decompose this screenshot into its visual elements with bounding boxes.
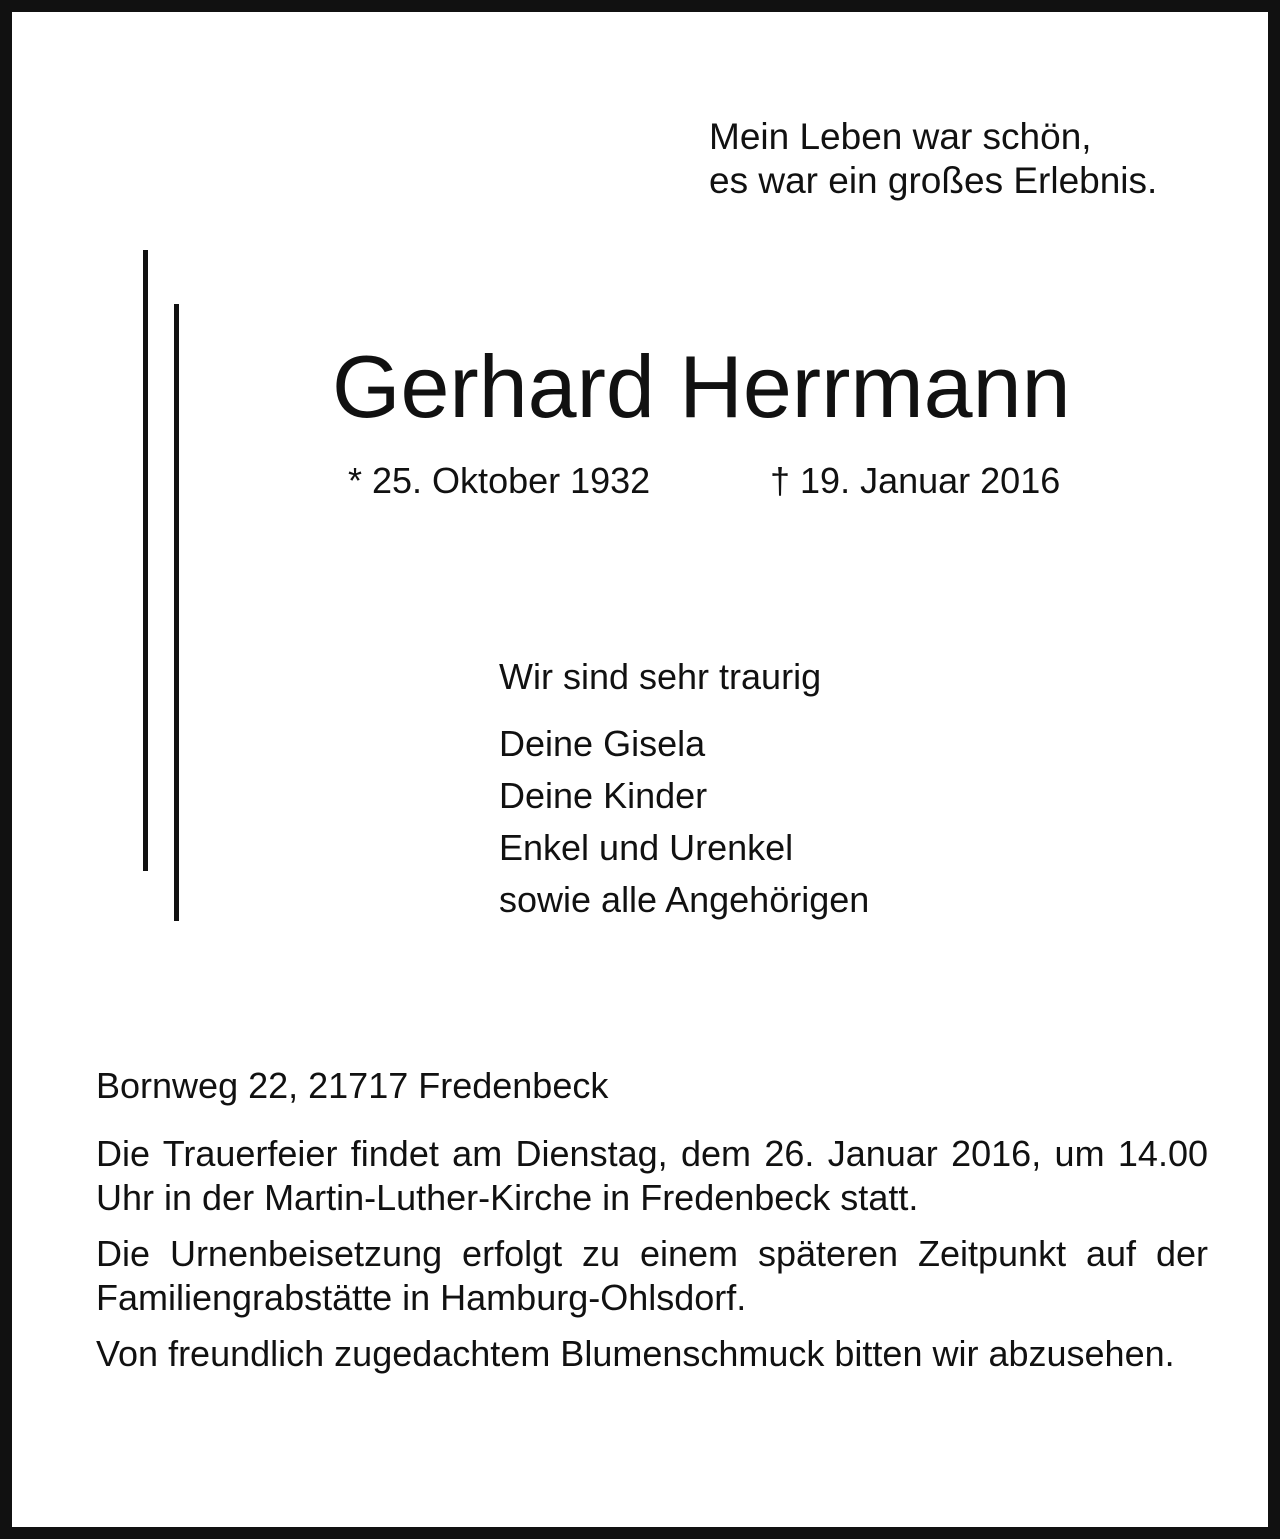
funeral-info (96, 1064, 1208, 1388)
birth-date: * 25. Oktober 1932 (348, 460, 651, 501)
motto-quote (709, 115, 1157, 203)
motto-line-2: es war ein großes Erlebnis. (709, 160, 1158, 201)
decorative-vertical-line-inner (174, 304, 179, 921)
mourner-name: sowie alle Angehörigen (499, 879, 870, 920)
flowers-paragraph: Von freundlich zugedachtem Blumenschmuck bitten wir abzusehen. (96, 1333, 1175, 1374)
address: Bornweg 22, 21717 Fredenbeck (96, 1065, 609, 1106)
deceased-name: Gerhard Herrmann (332, 337, 1071, 436)
mourner-name: Deine Kinder (499, 775, 708, 816)
decorative-vertical-line-outer (143, 250, 148, 871)
mourners-intro: Wir sind sehr traurig (499, 656, 822, 697)
death-date: † 19. Januar 2016 (770, 460, 1061, 501)
motto-line-1: Mein Leben war schön, (709, 116, 1092, 157)
mourner-name: Deine Gisela (499, 723, 706, 764)
burial-paragraph: Die Urnenbeisetzung erfolgt zu einem späteren Zeitpunkt auf der Familiengrabstätte in Hamburg-Ohlsdorf. (96, 1233, 1208, 1318)
mourner-name: Enkel und Urenkel (499, 827, 794, 868)
mourners-block (499, 655, 869, 926)
ceremony-paragraph: Die Trauerfeier findet am Dienstag, dem 26. Januar 2016, um 14.00 Uhr in der Martin-Luther-Kirche in Fredenbeck statt. (96, 1133, 1208, 1218)
